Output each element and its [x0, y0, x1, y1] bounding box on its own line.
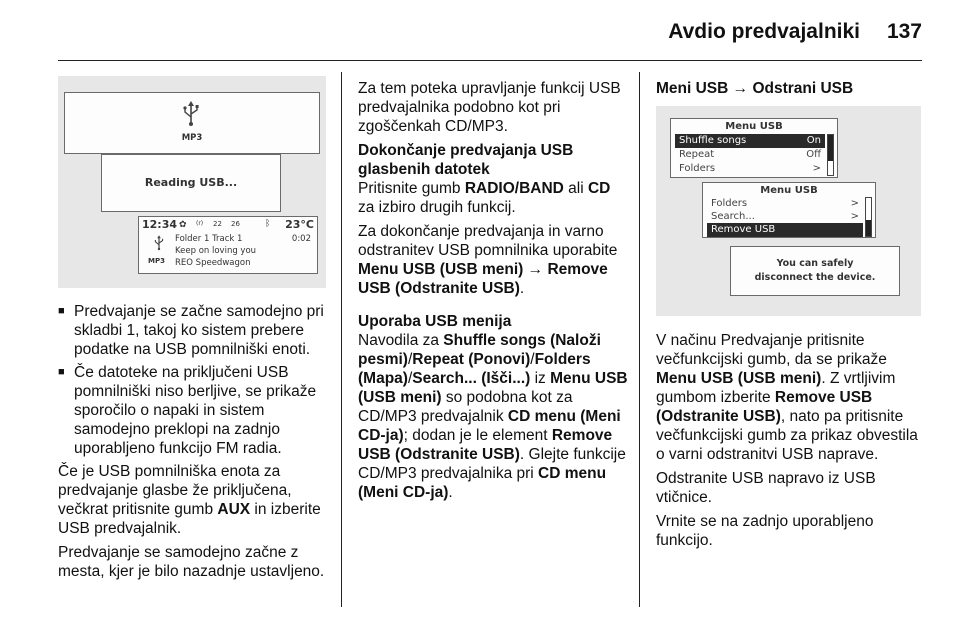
- column-divider-1: [341, 72, 342, 607]
- menu-item-folders: Folders >: [711, 198, 859, 209]
- list-item: ■ Predvajanje se začne samodejno pri skladbi 1, takoj ko sistem prebere podatke na USB pomnilniški enoti.: [58, 302, 330, 359]
- lcd-menu-usb-1: [670, 118, 838, 178]
- paragraph: Odstranite USB napravo iz USB vtičnice.: [656, 470, 876, 506]
- paragraph: Pritisnite gumb RADIO/BAND ali CD za izbiro drugih funkcij.: [358, 180, 611, 216]
- menu-item-search: Search... >: [711, 211, 859, 222]
- menu-scroll-thumb: [828, 135, 833, 161]
- usb-icon: [181, 101, 201, 127]
- usb-icon-label: MP3: [181, 133, 203, 143]
- reading-usb-text: Reading USB...: [144, 176, 238, 189]
- menu-title: Menu USB: [725, 121, 783, 132]
- paragraph: Vrnite se na zadnjo uporabljeno funkcijo.: [656, 513, 874, 549]
- paragraph: Predvajanje se samodejno začne z mesta, kjer je bilo nazadnje ustavljeno.: [58, 544, 325, 580]
- menu-scrollbar: [827, 134, 834, 176]
- safe-disconnect-message: You can safely disconnect the device.: [754, 258, 876, 283]
- paragraph: Za tem poteka upravljanje funkcij USB predvajalnika podobno kot pri zgoščenkah CD/MP3.: [358, 80, 621, 135]
- lcd-screen-playback: [138, 216, 318, 274]
- lcd-screen-usb-icon: [64, 92, 320, 154]
- section-heading: Uporaba USB menija: [358, 313, 512, 330]
- usb-display-figure: [58, 76, 326, 288]
- page-title: Avdio predvajalniki: [668, 20, 860, 43]
- page-header: [0, 0, 960, 62]
- paragraph: Navodila za Shuffle songs (Naloži pesmi)/Repeat (Ponovi)/Folders (Mapa)/Search... (Išči...) iz Menu USB (USB meni) so podobna kot za CD/MP3 predvajalnik CD menu (Meni CD-ja); dodan je le element Remove USB (Odstranite USB). Glejte funkcije CD/MP3 predvajalnika pri CD menu (Meni CD-ja).: [358, 332, 628, 501]
- menu-item-folders: Folders >: [679, 163, 821, 174]
- list-item: ■ Če datoteke na priključeni USB pomnilniški niso berljive, se prikaže sporočilo o napaki in sistem samodejno preklopi na zadnjo uporabljeno funkcijo FM radia.: [58, 363, 330, 458]
- track-line-1: Folder 1 Track 1: [175, 234, 243, 244]
- status-22: 22: [213, 220, 222, 228]
- paragraph: Za dokončanje predvajanja in varno odstranitev USB pomnilnika uporabite Menu USB (USB meni) → Remove USB (Odstranite USB).: [358, 223, 618, 297]
- mp3-label: MP3: [148, 257, 165, 265]
- track-line-3: REO Speedwagon: [175, 258, 251, 268]
- status-26: 26: [231, 220, 240, 228]
- gear-icon: ✿: [179, 219, 187, 229]
- lcd-safe-disconnect: [730, 246, 900, 296]
- temperature: 23°C: [285, 218, 314, 231]
- menu-scrollbar: [865, 197, 872, 237]
- menu-scroll-thumb: [866, 220, 871, 236]
- usb-menu-figure: [656, 106, 921, 316]
- track-line-2: Keep on loving you: [175, 246, 257, 256]
- menu-title: Menu USB: [760, 185, 818, 196]
- elapsed-time: 0:02: [291, 234, 311, 244]
- column-1-text: [58, 302, 330, 586]
- page-number: 137: [886, 20, 922, 43]
- column-2-text: [358, 79, 630, 507]
- header-rule: [58, 60, 922, 61]
- section-heading: Dokončanje predvajanja USB glasbenih datotek: [358, 142, 574, 178]
- lcd-menu-usb-2: [702, 182, 876, 238]
- column-divider-2: [639, 72, 640, 607]
- column-3-heading: [656, 79, 926, 98]
- clock-time: 12:34: [142, 218, 178, 231]
- paragraph: Če je USB pomnilniška enota za predvajanje glasbe že priključena, večkrat pritisnite gumb AUX in izberite USB predvajalnik.: [58, 463, 321, 537]
- section-heading: Meni USB → Odstrani USB: [656, 80, 854, 97]
- menu-item-remove-usb: Remove USB: [707, 223, 863, 237]
- usb-icon: [153, 235, 165, 251]
- column-3-text: [656, 331, 926, 555]
- paragraph: V načinu Predvajanje pritisnite večfunkcijski gumb, da se prikaže Menu USB (USB meni). Z vrtljivim gumbom izberite Remove USB (Odstranite USB), nato pa pritisnite večfunkcijski gumb za prikaz obvestila o varni odstranitvi USB naprave.: [656, 332, 918, 463]
- rds-indicator: (r): [196, 220, 204, 227]
- bullet-list: [58, 302, 330, 458]
- menu-item-shuffle: Shuffle songs On: [675, 134, 825, 148]
- bluetooth-icon: ᛒ: [265, 218, 271, 228]
- lcd-screen-reading: [101, 154, 281, 212]
- menu-item-repeat: Repeat Off: [679, 149, 821, 160]
